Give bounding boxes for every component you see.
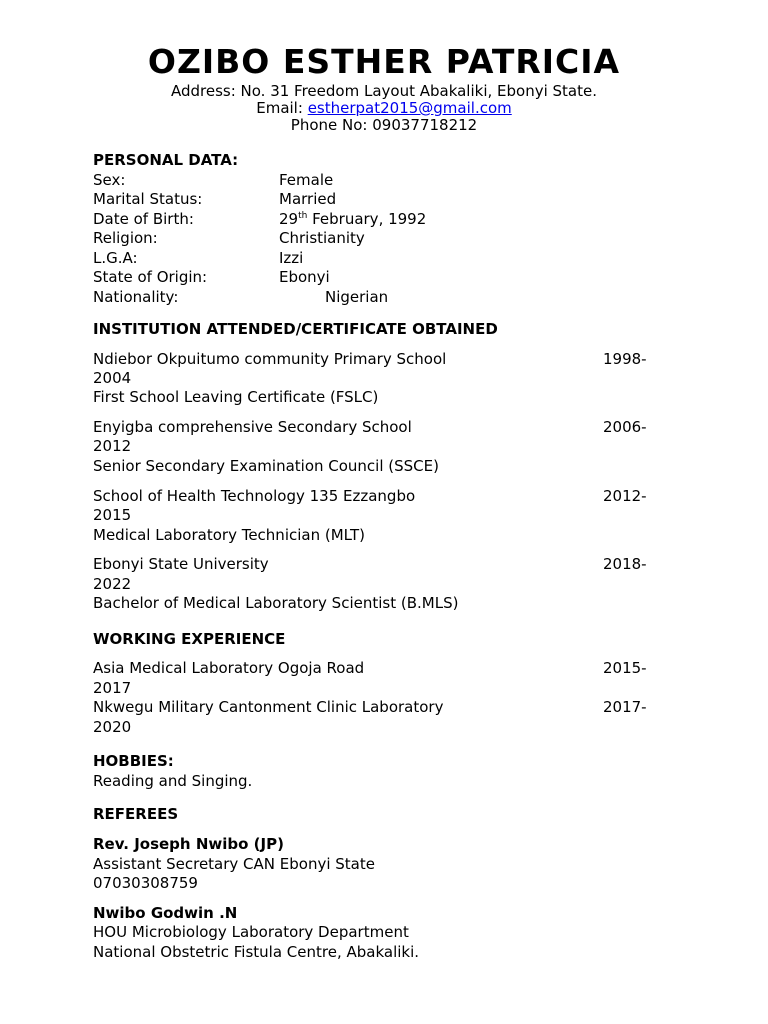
experience-year-end: 2020 [93, 718, 132, 736]
email-link[interactable]: estherpat2015@gmail.com [307, 99, 512, 117]
education-year-start: 1998- [603, 350, 647, 368]
referee-phone: 07030308759 [93, 874, 198, 892]
dob-value [279, 210, 426, 228]
experience-year-start: 2015- [603, 659, 647, 677]
education-certificate: Medical Laboratory Technician (MLT) [93, 526, 365, 544]
education-certificate: First School Leaving Certificate (FSLC) [93, 388, 379, 406]
referees-heading: REFEREES [93, 805, 179, 823]
experience-year-end: 2017 [93, 679, 132, 697]
sex-value: Female [279, 171, 334, 189]
education-school: Ndiebor Okpuitumo community Primary School [93, 350, 447, 368]
dob-label: Date of Birth: [93, 210, 194, 228]
education-school: Enyigba comprehensive Secondary School [93, 418, 412, 436]
dob-rest: February, 1992 [307, 210, 427, 228]
experience-year-start: 2017- [603, 698, 647, 716]
phone-line: Phone No: 09037718212 [290, 116, 478, 134]
education-year-end: 2015 [93, 506, 132, 524]
lga-label: L.G.A: [93, 249, 138, 267]
education-year-start: 2018- [603, 555, 647, 573]
nationality-value: Nigerian [325, 288, 389, 306]
address-line: Address: No. 31 Freedom Layout Abakaliki, Ebonyi State. [170, 82, 598, 100]
nationality-label: Nationality: [93, 288, 179, 306]
education-year-end: 2012 [93, 437, 132, 455]
experience-place: Nkwegu Military Cantonment Clinic Laboratory [93, 698, 444, 716]
referee-name: Nwibo Godwin .N [93, 904, 238, 922]
email-label: Email: [256, 99, 308, 117]
referee-title: Assistant Secretary CAN Ebonyi State [93, 855, 375, 873]
religion-label: Religion: [93, 229, 158, 247]
state-of-origin-label: State of Origin: [93, 268, 208, 286]
education-school: School of Health Technology 135 Ezzangbo [93, 487, 416, 505]
education-year-end: 2004 [93, 369, 132, 387]
hobbies-text: Reading and Singing. [93, 772, 253, 790]
dob-day: 29 [279, 210, 299, 228]
referee-title: HOU Microbiology Laboratory Department [93, 923, 409, 941]
referee-organization: National Obstetric Fistula Centre, Abakaliki. [93, 943, 420, 961]
experience-heading: WORKING EXPERIENCE [93, 630, 286, 648]
education-year-end: 2022 [93, 575, 132, 593]
personal-data-heading: PERSONAL DATA: [93, 151, 239, 169]
education-heading: INSTITUTION ATTENDED/CERTIFICATE OBTAINED [93, 320, 498, 338]
referee-name: Rev. Joseph Nwibo (JP) [93, 835, 284, 853]
marital-status-value: Married [279, 190, 337, 208]
religion-value: Christianity [279, 229, 365, 247]
applicant-name: OZIBO ESTHER PATRICIA [147, 42, 621, 81]
hobbies-heading: HOBBIES: [93, 752, 174, 770]
education-year-start: 2006- [603, 418, 647, 436]
lga-value: Izzi [279, 249, 304, 267]
education-certificate: Senior Secondary Examination Council (SSCE) [93, 457, 439, 475]
marital-status-label: Marital Status: [93, 190, 203, 208]
education-year-start: 2012- [603, 487, 647, 505]
state-of-origin-value: Ebonyi [279, 268, 330, 286]
education-certificate: Bachelor of Medical Laboratory Scientist (B.MLS) [93, 594, 459, 612]
experience-place: Asia Medical Laboratory Ogoja Road [93, 659, 365, 677]
email-line [0, 99, 768, 117]
sex-label: Sex: [93, 171, 126, 189]
education-school: Ebonyi State University [93, 555, 269, 573]
dob-suffix: th [298, 211, 308, 221]
